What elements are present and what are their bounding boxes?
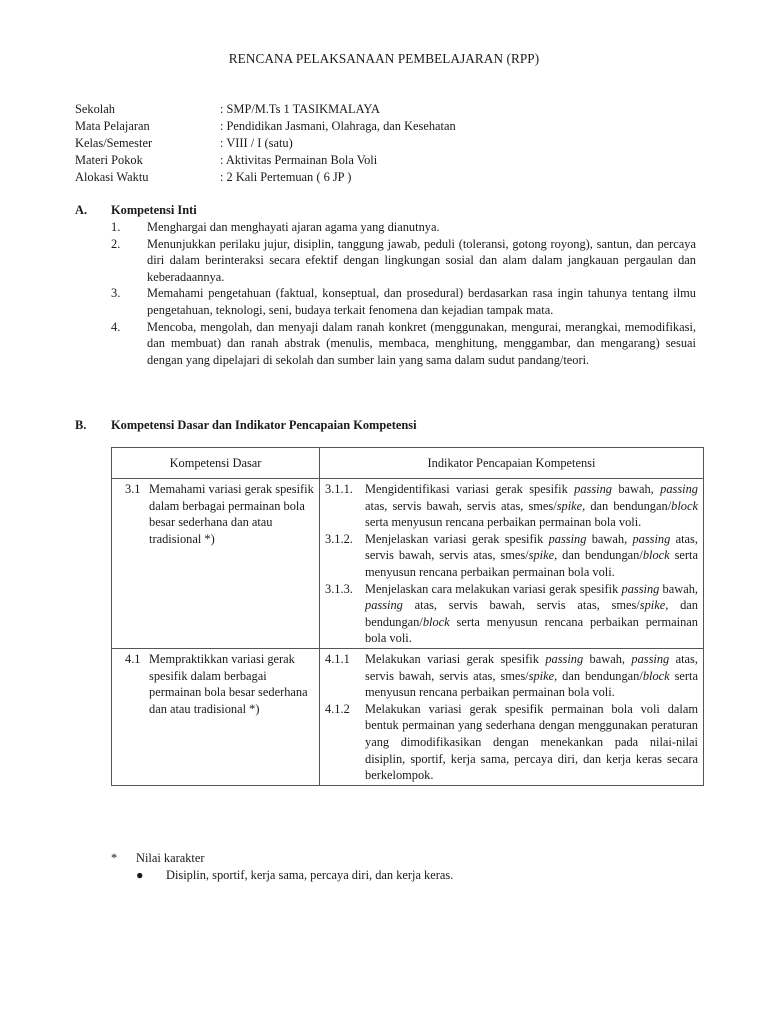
section-a-title: Kompetensi Inti [111,203,197,217]
indikator-term: spike, [528,668,558,683]
indikator-term: block [642,668,670,683]
indikator-fragment: Menjelaskan variasi gerak spesifik [365,531,549,546]
indikator-fragment: bawah, [612,482,661,496]
kompetensi-inti-list [111,219,696,368]
identity-value: : Aktivitas Permainan Bola Voli [220,153,378,167]
indikator-term: block [671,498,698,513]
indikator-fragment: serta menyusun rencana perbaikan permainan bola voli. [365,614,698,646]
indikator-fragment: Menjelaskan cara melakukan variasi gerak spesifik [365,581,622,596]
identity-row [75,118,456,135]
section-a-heading [75,202,197,219]
list-item [111,236,696,286]
indikator-number: 4.1.2 [325,701,350,716]
indikator-fragment: serta menyusun rencana perbaikan permainan bola voli. [365,515,642,530]
list-item-text: Mencoba, mengolah, dan menyaji dalam ranah konkret (menggunakan, mengurai, merangkai, memodifikasi, dan membuat) dan ranah abstrak (menulis, membaca, menghitung, menggambar, dan mengarang) sesuai dengan yang dipelajari di sekolah dan sumber lain yang sama dalam sudut pandang/teori. [147,319,696,367]
identity-label: Kelas/Semester [75,136,153,150]
indikator-list [320,479,703,648]
list-item [111,285,696,318]
header-indikator: Indikator Pencapaian Kompetensi [320,448,704,479]
kd-text: Memahami variasi gerak spesifik dalam berbagai permainan bola besar sederhana dan atau tradisional *) [149,482,314,546]
table-header-row [112,448,704,479]
indikator-item [325,701,698,784]
note-bullet-text: Disiplin, sportif, kerja sama, percaya diri, dan kerja keras. [166,868,454,882]
indikator-term: spike, [639,598,669,613]
indikator-term: spike, [556,498,586,513]
indikator-term: passing [632,531,671,546]
indikator-cell [320,479,704,649]
identity-row [75,152,456,169]
indikator-term: passing [545,651,584,666]
indikator-number: 3.1.1. [325,482,353,496]
indikator-term: block [642,548,670,563]
kompetensi-dasar [112,649,319,719]
list-item-text: Menunjukkan perilaku jujur, disiplin, tanggung jawab, peduli (toleransi, gotong royong), santun, dan percaya diri dalam berinteraksi secara efektif dengan lingkungan sosial dan alam dalam jangkauan pergaulan dan keberadaannya. [147,236,696,284]
kd-number: 3.1 [125,482,141,496]
identity-label: Sekolah [75,102,115,116]
identity-value: : 2 Kali Pertemuan ( 6 JP ) [220,170,352,184]
indikator-item [325,651,698,701]
identity-value: : SMP/M.Ts 1 TASIKMALAYA [220,102,380,116]
kompetensi-dasar-cell [112,479,320,649]
note-marker: * [111,851,118,865]
indikator-term: block [422,614,450,629]
indikator-fragment: atas, servis bawah, servis atas, smes/ [365,531,698,563]
indikator-term: passing [574,482,612,496]
section-b-heading [75,417,417,434]
kd-number: 4.1 [125,651,141,666]
list-item-number: 3. [111,286,121,301]
identity-label: Alokasi Waktu [75,170,149,184]
indikator-fragment: dan bendungan/ [557,668,643,683]
indikator-cell [320,648,704,785]
indikator-fragment: dan bendungan/ [365,598,698,629]
indikator-fragment: Melakukan variasi gerak spesifik [365,651,546,666]
indikator-fragment: dan bendungan/ [557,548,643,563]
list-item-number: 4. [111,319,121,334]
identity-row [75,101,456,118]
bullet-icon: ● [136,868,144,882]
kompetensi-dasar-cell [112,648,320,785]
indikator-fragment: atas, servis bawah, servis atas, smes/ [365,651,698,683]
indikator-term: passing [660,482,698,496]
indikator-item [325,581,698,647]
indikator-fragment: Mengidentifikasi variasi gerak spesifik [365,482,575,496]
identity-value: : VIII / I (satu) [220,136,293,150]
indikator-term: passing [548,531,587,546]
indikator-term: passing [631,651,670,666]
document-title: RENCANA PELAKSANAAN PEMBELAJARAN (RPP) [228,51,540,66]
indikator-fragment: serta menyusun rencana perbaikan permainan bola voli. [365,548,698,579]
section-b-letter: B. [75,418,87,432]
section-b-title: Kompetensi Dasar dan Indikator Pencapaian Kompetensi [111,418,417,432]
identity-block [75,101,456,186]
table-row [112,648,704,785]
indikator-text [365,702,698,782]
identity-value: : Pendidikan Jasmani, Olahraga, dan Kesehatan [220,119,456,133]
indikator-item [325,481,698,531]
note-label: Nilai karakter [136,851,205,865]
indikator-fragment: bawah, [659,581,698,596]
indikator-number: 4.1.1 [325,651,350,666]
list-item [111,219,696,236]
list-item-number: 2. [111,236,121,251]
indikator-text [365,482,698,529]
indikator-fragment: atas, servis bawah, servis atas, smes/ [402,598,640,613]
indikator-fragment: atas, servis bawah, servis atas, smes/ [365,498,557,513]
kd-text: Mempraktikkan variasi gerak spesifik dalam berbagai permainan bola besar sederhana dan atau tradisional *) [149,651,308,716]
header-kompetensi-dasar: Kompetensi Dasar [112,448,320,479]
indikator-number: 3.1.2. [325,531,353,546]
identity-row [75,135,456,152]
indikator-term: passing [621,581,660,596]
indikator-text [365,532,698,579]
list-item [111,319,696,369]
list-item-number: 1. [111,220,121,234]
kompetensi-table [111,447,704,786]
indikator-fragment: bawah, [583,651,632,666]
kompetensi-dasar [112,479,319,549]
indikator-fragment: Melakukan variasi gerak spesifik permainan bola voli dalam bentuk permainan yang sederhana dengan menggunakan peraturan yang dimodifikasikan dengan menekankan pada nilai-nilai disiplin, sportif, kerja sama, percaya diri, dan kerja keras secara berkelompok. [365,701,698,783]
indikator-term: spike, [528,548,558,563]
note-line [111,850,204,867]
indikator-text [365,582,698,646]
note-bullet [136,867,453,884]
indikator-text [365,652,698,699]
section-a-letter: A. [75,203,88,217]
list-item-text: Memahami pengetahuan (faktual, konseptual, dan prosedural) berdasarkan rasa ingin tahunya tentang ilmu pengetahuan, teknologi, seni, budaya terkait fenomena dan kejadian tampak mata. [147,286,696,317]
indikator-item [325,531,698,581]
table-row [112,479,704,649]
identity-row [75,169,456,186]
table-body [112,479,704,786]
indikator-fragment: dan bendungan/ [585,498,672,513]
list-item-text: Menghargai dan menghayati ajaran agama yang dianutnya. [147,220,440,234]
indikator-fragment: serta menyusun rencana perbaikan permainan bola voli. [365,668,698,700]
indikator-list [320,649,703,785]
indikator-number: 3.1.3. [325,581,353,596]
identity-label: Mata Pelajaran [75,119,150,133]
identity-label: Materi Pokok [75,153,143,167]
indikator-term: passing [365,598,403,613]
indikator-fragment: bawah, [586,531,633,546]
